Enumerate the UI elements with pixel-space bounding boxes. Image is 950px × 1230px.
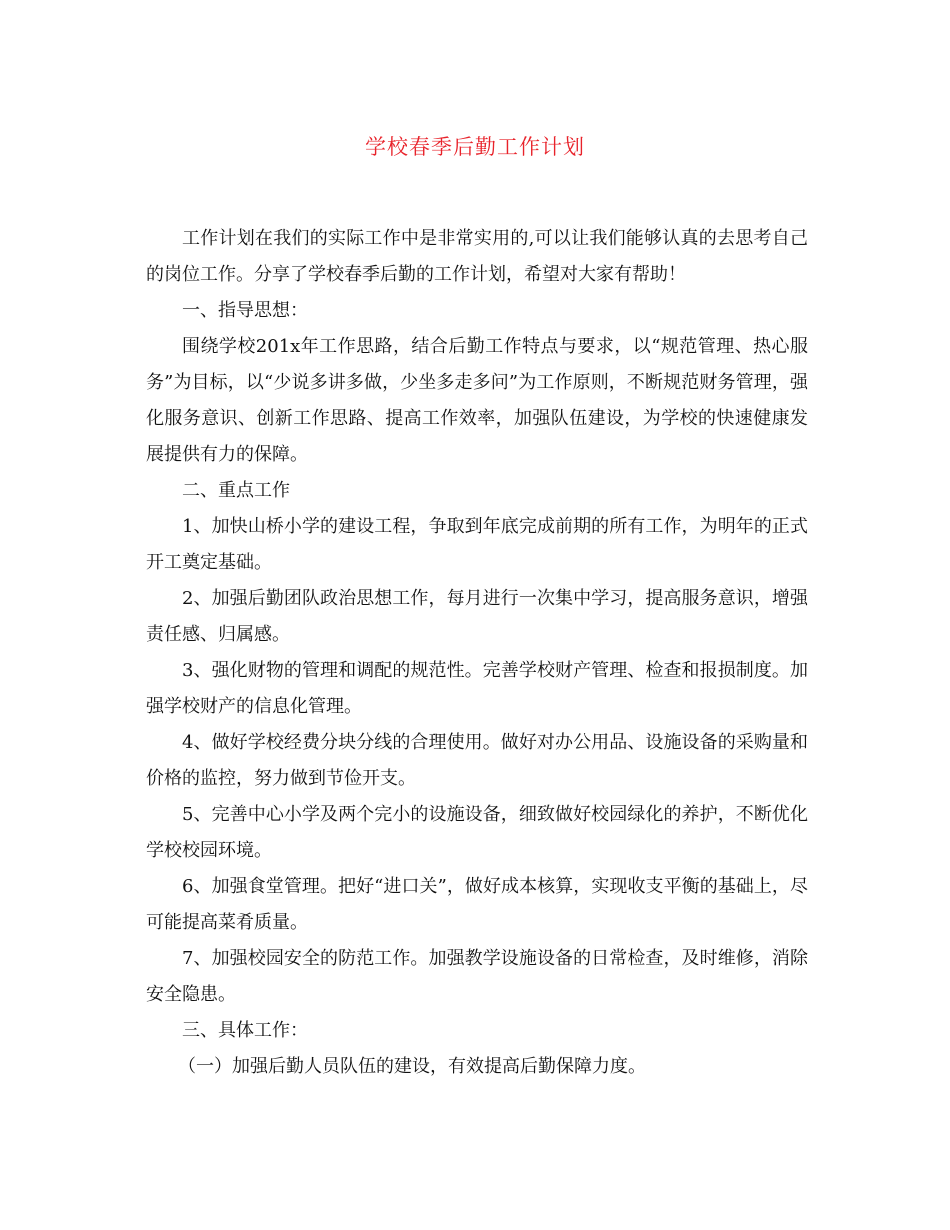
key-work-item-7: 7、加强校园安全的防范工作。加强教学设施设备的日常检查，及时维修，消除安全隐患。 — [146, 948, 808, 1005]
key-work-item-3: 3、强化财物的管理和调配的规范性。完善学校财产管理、检查和报损制度。加强学校财产的信息化管理。 — [146, 660, 808, 717]
key-work-item-6: 6、加强食堂管理。把好“进口关”，做好成本核算，实现收支平衡的基础上，尽可能提高菜肴质量。 — [146, 876, 808, 933]
key-work-item-1: 1、加快山桥小学的建设工程，争取到年底完成前期的所有工作，为明年的正式开工奠定基础。 — [146, 516, 808, 573]
intro-paragraph: 工作计划在我们的实际工作中是非常实用的,可以让我们能够认真的去思考自己的岗位工作。分享了学校春季后勤的工作计划，希望对大家有帮助！ — [146, 228, 808, 285]
section-heading-guiding-thought: 一、指导思想： — [182, 300, 308, 321]
specific-work-item-1: （一）加强后勤人员队伍的建设，有效提高后勤保障力度。 — [178, 1056, 646, 1077]
key-work-item-4: 4、做好学校经费分块分线的合理使用。做好对办公用品、设施设备的采购量和价格的监控，努力做到节俭开支。 — [146, 732, 808, 789]
key-work-item-2: 2、加强后勤团队政治思想工作，每月进行一次集中学习，提高服务意识，增强责任感、归属感。 — [146, 588, 808, 645]
guiding-thought-paragraph: 围绕学校201x年工作思路，结合后勤工作特点与要求，以“规范管理、热心服务”为目标，以“少说多讲多做，少坐多走多问”为工作原则，不断规范财务管理，强化服务意识、创新工作思路、提高工作效率，加强队伍建设，为学校的快速健康发展提供有力的保障。 — [146, 336, 808, 465]
document-title: 学校春季后勤工作计划 — [365, 135, 585, 159]
document-body — [146, 221, 808, 1085]
key-work-item-5: 5、完善中心小学及两个完小的设施设备，细致做好校园绿化的养护，不断优化学校校园环境。 — [146, 804, 808, 861]
section-heading-specific-work: 三、具体工作： — [182, 1020, 308, 1041]
section-heading-key-work: 二、重点工作 — [182, 480, 290, 501]
